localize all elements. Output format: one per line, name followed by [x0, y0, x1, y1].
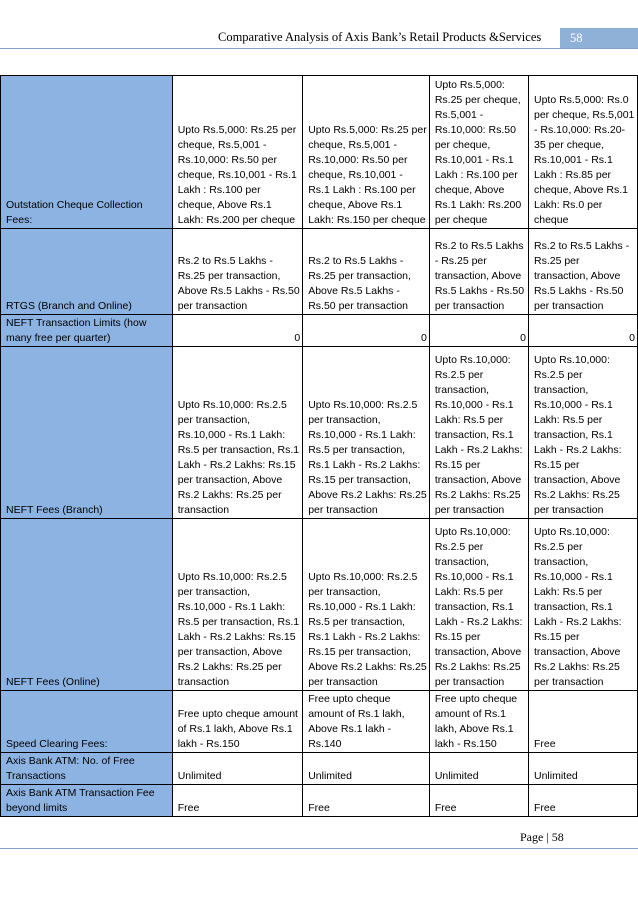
table-cell: Unlimited	[303, 753, 430, 785]
table-cell: Upto Rs.10,000: Rs.2.5 per transaction, Rs.10,000 - Rs.1 Lakh: Rs.5 per transaction, Rs.1 Lakh - Rs.2 Lakhs: Rs.15 per transaction, Above Rs.2 Lakhs: Rs.25 per transaction	[429, 347, 528, 519]
table-cell: Upto Rs.5,000: Rs.25 per cheque, Rs.5,001 - Rs.10,000: Rs.50 per cheque, Rs.10,001 - Rs.1 Lakh : Rs.100 per cheque, Above Rs.1 Lakh: Rs.200 per cheque	[429, 76, 528, 229]
table-cell: Free	[172, 785, 303, 817]
document-title: Comparative Analysis of Axis Bank’s Retail Products &Services	[218, 30, 542, 44]
table-cell: Rs.2 to Rs.5 Lakhs - Rs.25 per transaction, Above Rs.5 Lakhs - Rs.50 per transaction	[529, 229, 638, 315]
table-cell: Upto Rs.10,000: Rs.2.5 per transaction, Rs.10,000 - Rs.1 Lakh: Rs.5 per transaction, Rs.1 Lakh - Rs.2 Lakhs: Rs.15 per transaction, Above Rs.2 Lakhs: Rs.25 per transaction	[172, 519, 303, 691]
table-cell: Upto Rs.5,000: Rs.25 per cheque, Rs.5,001 - Rs.10,000: Rs.50 per cheque, Rs.10,001 - Rs.1 Lakh : Rs.100 per cheque, Above Rs.1 Lakh: Rs.150 per cheque	[303, 76, 430, 229]
table-cell: Unlimited	[429, 753, 528, 785]
row-label: Axis Bank ATM Transaction Fee beyond limits	[1, 785, 173, 817]
comparison-table	[0, 75, 638, 817]
table-cell: Upto Rs.10,000: Rs.2.5 per transaction, Rs.10,000 - Rs.1 Lakh: Rs.5 per transaction, Rs.1 Lakh - Rs.2 Lakhs: Rs.15 per transaction, Above Rs.2 Lakhs: Rs.25 per transaction	[529, 519, 638, 691]
table-cell: 0	[429, 315, 528, 347]
row-label: Speed Clearing Fees:	[1, 691, 173, 753]
table-cell: Unlimited	[529, 753, 638, 785]
table-cell: Free	[429, 785, 528, 817]
table-row	[1, 229, 638, 315]
table-cell: Free upto cheque amount of Rs.1 lakh, Above Rs.1 lakh - Rs.140	[303, 691, 430, 753]
table-cell: Upto Rs.10,000: Rs.2.5 per transaction, Rs.10,000 - Rs.1 Lakh: Rs.5 per transaction, Rs.1 Lakh - Rs.2 Lakhs: Rs.15 per transaction, Above Rs.2 Lakhs: Rs.25 per transaction	[529, 347, 638, 519]
table-row	[1, 519, 638, 691]
table-row	[1, 785, 638, 817]
table-cell: Rs.2 to Rs.5 Lakhs - Rs.25 per transaction, Above Rs.5 Lakhs - Rs.50 per transaction	[172, 229, 303, 315]
table-cell: Upto Rs.10,000: Rs.2.5 per transaction, Rs.10,000 - Rs.1 Lakh: Rs.5 per transaction, Rs.1 Lakh - Rs.2 Lakhs: Rs.15 per transaction, Above Rs.2 Lakhs: Rs.25 per transaction	[303, 347, 430, 519]
table-row	[1, 76, 638, 229]
table-row	[1, 315, 638, 347]
table-cell: 0	[303, 315, 430, 347]
row-label: Outstation Cheque Collection Fees:	[1, 76, 173, 229]
footer-divider	[0, 848, 638, 849]
footer-page-number: Page | 58	[520, 830, 564, 844]
table-cell: Free	[303, 785, 430, 817]
header-page-number: 58	[560, 28, 638, 48]
table-row	[1, 347, 638, 519]
table-cell: Free	[529, 691, 638, 753]
table-cell: Upto Rs.5,000: Rs.0 per cheque, Rs.5,001 - Rs.10,000: Rs.20-35 per cheque, Rs.10,001 - Rs.1 Lakh : Rs.85 per cheque, Above Rs.1 Lakh: Rs.0 per cheque	[529, 76, 638, 229]
table-cell: Free	[529, 785, 638, 817]
table-cell: Rs.2 to Rs.5 Lakhs - Rs.25 per transaction, Above Rs.5 Lakhs - Rs.50 per transaction	[303, 229, 430, 315]
table-cell: Unlimited	[172, 753, 303, 785]
row-label: NEFT Transaction Limits (how many free per quarter)	[1, 315, 173, 347]
table-cell: 0	[529, 315, 638, 347]
table-cell: Free upto cheque amount of Rs.1 lakh, Above Rs.1 lakh - Rs.150	[172, 691, 303, 753]
header-divider	[0, 48, 638, 49]
table-cell: Upto Rs.10,000: Rs.2.5 per transaction, Rs.10,000 - Rs.1 Lakh: Rs.5 per transaction, Rs.1 Lakh - Rs.2 Lakhs: Rs.15 per transaction, Above Rs.2 Lakhs: Rs.25 per transaction	[429, 519, 528, 691]
page-header	[0, 28, 638, 50]
table-cell: Upto Rs.10,000: Rs.2.5 per transaction, Rs.10,000 - Rs.1 Lakh: Rs.5 per transaction, Rs.1 Lakh - Rs.2 Lakhs: Rs.15 per transaction, Above Rs.2 Lakhs: Rs.25 per transaction	[303, 519, 430, 691]
row-label: NEFT Fees (Online)	[1, 519, 173, 691]
row-label: NEFT Fees (Branch)	[1, 347, 173, 519]
table-row	[1, 691, 638, 753]
table-cell: Upto Rs.5,000: Rs.25 per cheque, Rs.5,001 - Rs.10,000: Rs.50 per cheque, Rs.10,001 - Rs.1 Lakh : Rs.100 per cheque, Above Rs.1 Lakh: Rs.200 per cheque	[172, 76, 303, 229]
table-cell: Free upto cheque amount of Rs.1 lakh, Above Rs.1 lakh - Rs.150	[429, 691, 528, 753]
row-label: RTGS (Branch and Online)	[1, 229, 173, 315]
row-label: Axis Bank ATM: No. of Free Transactions	[1, 753, 173, 785]
table-cell: 0	[172, 315, 303, 347]
table-cell: Upto Rs.10,000: Rs.2.5 per transaction, Rs.10,000 - Rs.1 Lakh: Rs.5 per transaction, Rs.1 Lakh - Rs.2 Lakhs: Rs.15 per transaction, Above Rs.2 Lakhs: Rs.25 per transaction	[172, 347, 303, 519]
table-cell: Rs.2 to Rs.5 Lakhs - Rs.25 per transaction, Above Rs.5 Lakhs - Rs.50 per transaction	[429, 229, 528, 315]
table-row	[1, 753, 638, 785]
